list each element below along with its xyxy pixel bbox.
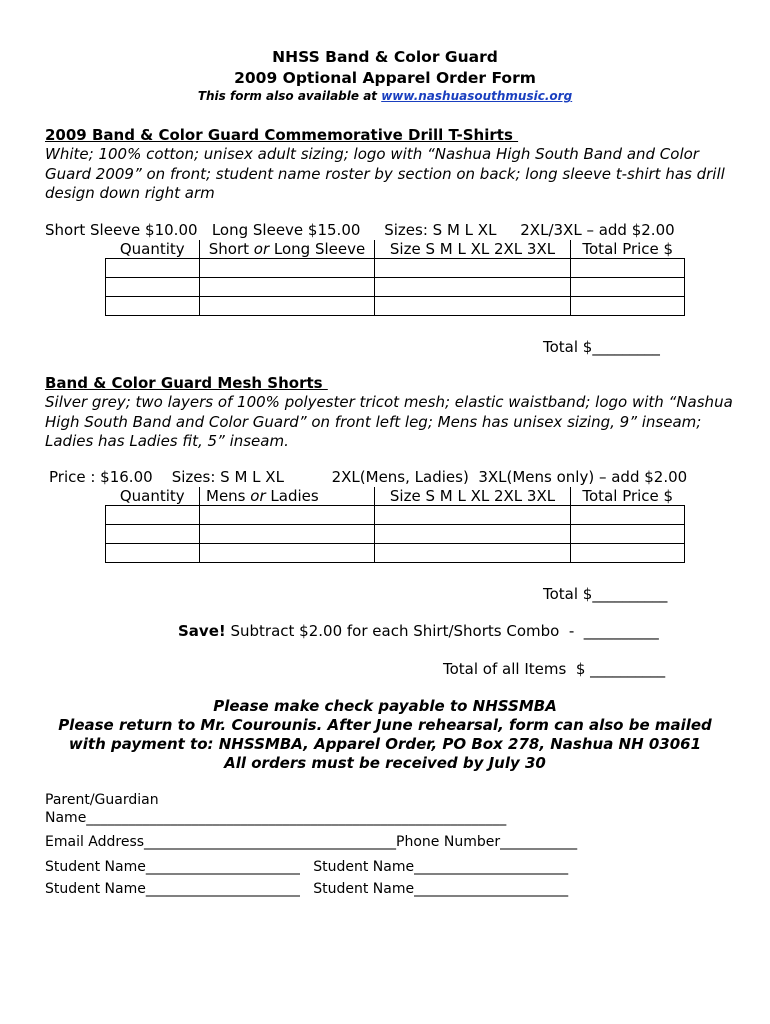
price-cell[interactable] <box>571 525 685 544</box>
shorts-col-fit-or: or <box>250 487 266 505</box>
student-name-row-1[interactable]: Student Name______________________ Student Name______________________ <box>45 859 569 875</box>
table-row <box>106 297 685 316</box>
form-title-line1: NHSS Band & Color Guard <box>272 48 498 66</box>
shorts-col-fit <box>200 487 375 506</box>
email-phone-field[interactable]: Email Address____________________________________Phone Number___________ <box>45 834 578 850</box>
quantity-cell[interactable] <box>106 297 200 316</box>
sleeve-cell[interactable] <box>200 297 375 316</box>
grand-total: Total of all Items $ __________ <box>443 660 666 678</box>
fit-cell[interactable] <box>200 544 375 563</box>
shorts-section-title: Band & Color Guard Mesh Shorts <box>45 374 328 392</box>
tshirts-section-title: 2009 Band & Color Guard Commemorative Drill T-Shirts <box>45 126 519 144</box>
shorts-col-quantity: Quantity <box>119 487 185 505</box>
size-cell[interactable] <box>375 544 571 563</box>
shorts-col-size: Size S M L XL 2XL 3XL <box>375 487 571 506</box>
quantity-cell[interactable] <box>106 278 200 297</box>
sleeve-cell[interactable] <box>200 259 375 278</box>
price-cell[interactable] <box>571 278 685 297</box>
size-cell[interactable] <box>375 278 571 297</box>
tshirts-col-sleeve-or: or <box>253 240 270 258</box>
tshirts-total: Total $_________ <box>543 338 660 356</box>
shorts-description: Silver grey; two layers of 100% polyester tricot mesh; elastic waistband; logo with “Nashua High South Band and Color Guard” on front left leg; Mens has unisex sizing, 9” inseam; Ladies has Ladies fit, 5” inseam. <box>45 393 733 450</box>
price-cell[interactable] <box>571 297 685 316</box>
table-row <box>106 544 685 563</box>
size-cell[interactable] <box>375 259 571 278</box>
table-row <box>106 525 685 544</box>
return-instruction: Please return to Mr. Courounis. After June rehearsal, form can also be mailed <box>58 716 712 734</box>
tshirts-col-sleeve-pre: Short <box>208 240 254 258</box>
availability-prefix: This form also available at <box>197 89 382 103</box>
parent-name-field[interactable]: Name____________________________________________________________ <box>45 810 507 826</box>
tshirts-order-table <box>105 240 685 316</box>
price-cell[interactable] <box>571 506 685 525</box>
save-label: Save! <box>178 622 226 640</box>
size-cell[interactable] <box>375 525 571 544</box>
shorts-total: Total $__________ <box>543 585 668 603</box>
tshirts-col-total: Total Price $ <box>571 240 685 259</box>
table-row <box>106 278 685 297</box>
shorts-pricing: Price : $16.00 Sizes: S M L XL 2XL(Mens, Ladies) 3XL(Mens only) – add $2.00 <box>49 468 688 486</box>
price-cell[interactable] <box>571 259 685 278</box>
fit-cell[interactable] <box>200 506 375 525</box>
deadline-note: All orders must be received by July 30 <box>224 754 546 772</box>
size-cell[interactable] <box>375 297 571 316</box>
quantity-cell[interactable] <box>106 544 200 563</box>
save-text: Subtract $2.00 for each Shirt/Shorts Combo - __________ <box>225 622 659 640</box>
tshirts-col-sleeve <box>200 240 375 259</box>
tshirts-pricing: Short Sleeve $10.00 Long Sleeve $15.00 Sizes: S M L XL 2XL/3XL – add $2.00 <box>45 221 675 239</box>
parent-guardian-label: Parent/Guardian <box>45 792 159 808</box>
quantity-cell[interactable] <box>106 259 200 278</box>
fit-cell[interactable] <box>200 525 375 544</box>
quantity-cell[interactable] <box>106 525 200 544</box>
combo-discount <box>178 622 659 640</box>
table-row <box>106 506 685 525</box>
tshirts-col-size: Size S M L XL 2XL 3XL <box>375 240 571 259</box>
table-row <box>106 259 685 278</box>
size-cell[interactable] <box>375 506 571 525</box>
availability-note <box>0 89 770 103</box>
shorts-col-total: Total Price $ <box>571 487 685 506</box>
sleeve-cell[interactable] <box>200 278 375 297</box>
price-cell[interactable] <box>571 544 685 563</box>
quantity-cell[interactable] <box>106 506 200 525</box>
tshirts-col-quantity: Quantity <box>119 240 185 258</box>
tshirts-col-sleeve-post: Long Sleeve <box>269 240 366 258</box>
form-title-line2: 2009 Optional Apparel Order Form <box>234 69 536 87</box>
mailing-address: with payment to: NHSSMBA, Apparel Order, PO Box 278, Nashua NH 03061 <box>68 735 702 753</box>
payment-instruction: Please make check payable to NHSSMBA <box>213 697 557 715</box>
website-link[interactable]: www.nashuasouthmusic.org <box>381 89 573 103</box>
shorts-col-fit-pre: Mens <box>206 487 251 505</box>
shorts-order-table <box>105 487 685 563</box>
tshirts-description: White; 100% cotton; unisex adult sizing; logo with “Nashua High South Band and Color Guard 2009” on front; student name roster by section on back; long sleeve t-shirt has drill design down right arm <box>45 145 725 202</box>
student-name-row-2[interactable]: Student Name______________________ Student Name______________________ <box>45 881 569 897</box>
shorts-col-fit-post: Ladies <box>265 487 319 505</box>
